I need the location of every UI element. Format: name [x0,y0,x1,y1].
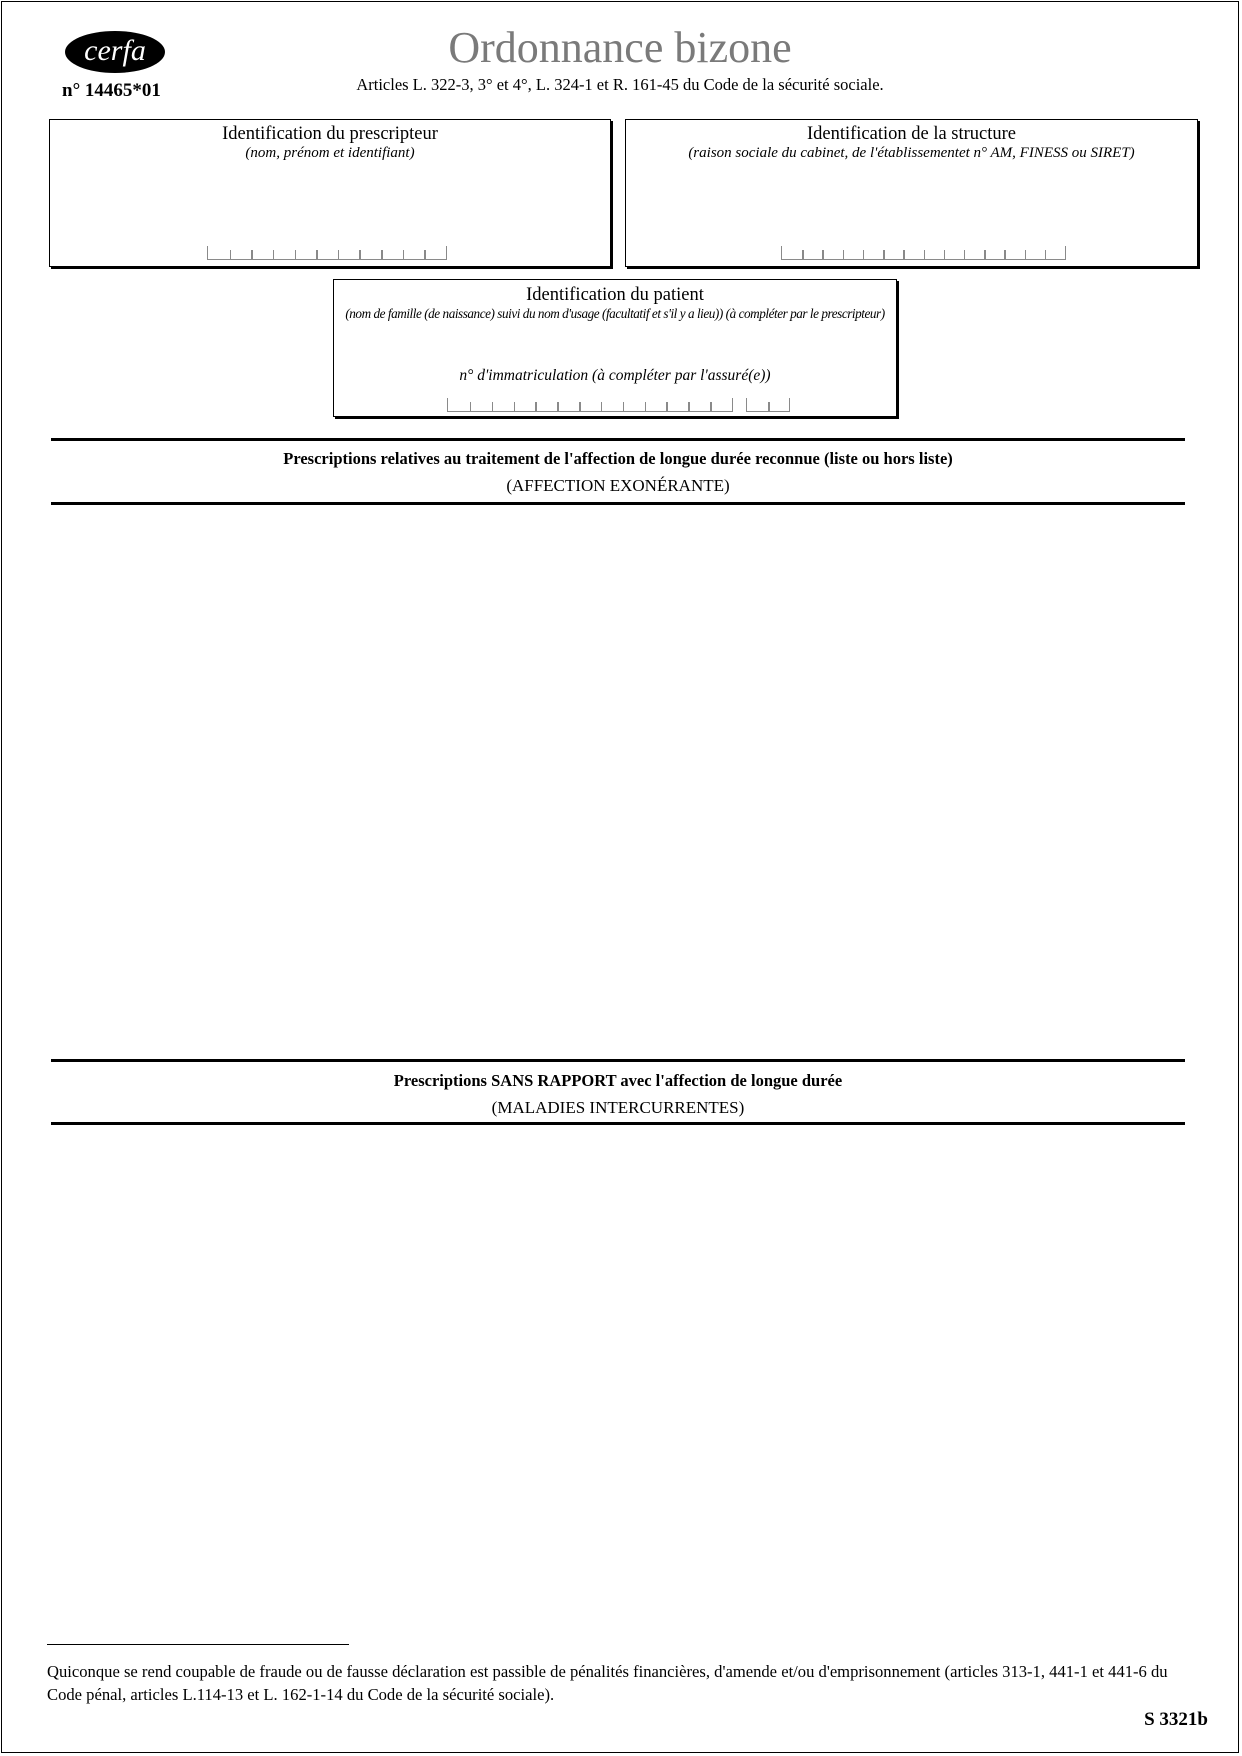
section-ald-subtitle: (AFFECTION EXONÉRANTE) [506,476,730,495]
digit-divider [768,402,770,411]
cerfa-logo-text: cerfa [84,34,146,67]
digit-divider [623,402,625,411]
ald-prescriptions-area[interactable] [51,506,1185,1056]
digit-divider [514,402,516,411]
digit-divider [424,250,426,259]
page-title: Ordonnance bizone [448,23,792,72]
digit-divider [295,250,297,259]
digit-divider [557,402,559,411]
section-ald-title: Prescriptions relatives au traitement de l'affection de longue durée reconnue (liste ou hors liste) [283,449,953,468]
section-ald-top-rule [51,438,1185,441]
legal-notice: Quiconque se rend coupable de fraude ou de fausse déclaration est passible de pénalités financières, d'amende et/ou d'emprisonnement (articles 313-1, 441-1 et 441-6 du Code pénal, articles L.114-13 et L. 162-1-14 du Code de la sécurité sociale). [47,1662,1168,1704]
digit-divider [403,250,405,259]
footnote-separator [47,1644,349,1645]
patient-subtitle: (nom de famille (de naissance) suivi du nom d'usage (facultatif et s'il y a lieu)) (à compléter par le prescripteur) [345,306,885,321]
digit-divider [944,250,946,259]
prescriber-id-field[interactable] [207,246,447,260]
digit-divider [316,250,318,259]
patient-title: Identification du patient [526,285,704,305]
digit-divider [1004,250,1006,259]
digit-divider [903,250,905,259]
registration-label: n° d'immatriculation (à compléter par l'assuré(e)) [459,367,771,384]
structure-subtitle: (raison sociale du cabinet, de l'établissementet n° AM, FINESS ou SIRET) [688,145,1135,161]
structure-id-comb[interactable] [781,246,1066,260]
patient-box[interactable] [333,279,897,417]
registration-number-field[interactable] [447,398,790,412]
other-prescriptions-area[interactable] [51,1126,1185,1636]
section-ald-bottom-rule [51,502,1185,505]
digit-divider [924,250,926,259]
digit-divider [984,250,986,259]
prescriber-id-comb[interactable] [207,246,447,260]
digit-divider [883,250,885,259]
prescriber-box[interactable] [49,119,611,267]
digit-divider [666,402,668,411]
prescriber-subtitle: (nom, prénom et identifiant) [245,145,415,161]
cerfa-logo [65,31,165,73]
digit-divider [645,402,647,411]
registration-number-comb[interactable] [447,398,733,412]
legal-basis: Articles L. 322-3, 3° et 4°, L. 324-1 et R. 161-45 du Code de la sécurité sociale. [356,75,884,94]
digit-divider [802,250,804,259]
structure-title: Identification de la structure [806,124,1017,144]
digit-divider [822,250,824,259]
section-other-top-rule [51,1059,1185,1062]
digit-divider [338,250,340,259]
form-reference: S 3321b [1144,1709,1208,1730]
digit-divider [492,402,494,411]
digit-divider [863,250,865,259]
form-number: n° 14465*01 [62,80,161,101]
digit-divider [251,250,253,259]
digit-divider [535,402,537,411]
digit-divider [470,402,472,411]
digit-divider [1025,250,1027,259]
section-other-bottom-rule [51,1122,1185,1125]
section-other-title: Prescriptions SANS RAPPORT avec l'affection de longue durée [393,1071,843,1090]
digit-divider [964,250,966,259]
digit-divider [381,250,383,259]
digit-divider [273,250,275,259]
digit-divider [688,402,690,411]
registration-key-comb[interactable] [746,398,790,412]
structure-id-field[interactable] [781,246,1066,260]
section-other-subtitle: (MALADIES INTERCURRENTES) [491,1098,745,1117]
digit-divider [230,250,232,259]
digit-divider [359,250,361,259]
digit-divider [710,402,712,411]
digit-divider [843,250,845,259]
digit-divider [579,402,581,411]
digit-divider [1045,250,1047,259]
digit-divider [601,402,603,411]
prescriber-title: Identification du prescripteur [222,124,438,144]
structure-box[interactable] [625,119,1198,267]
